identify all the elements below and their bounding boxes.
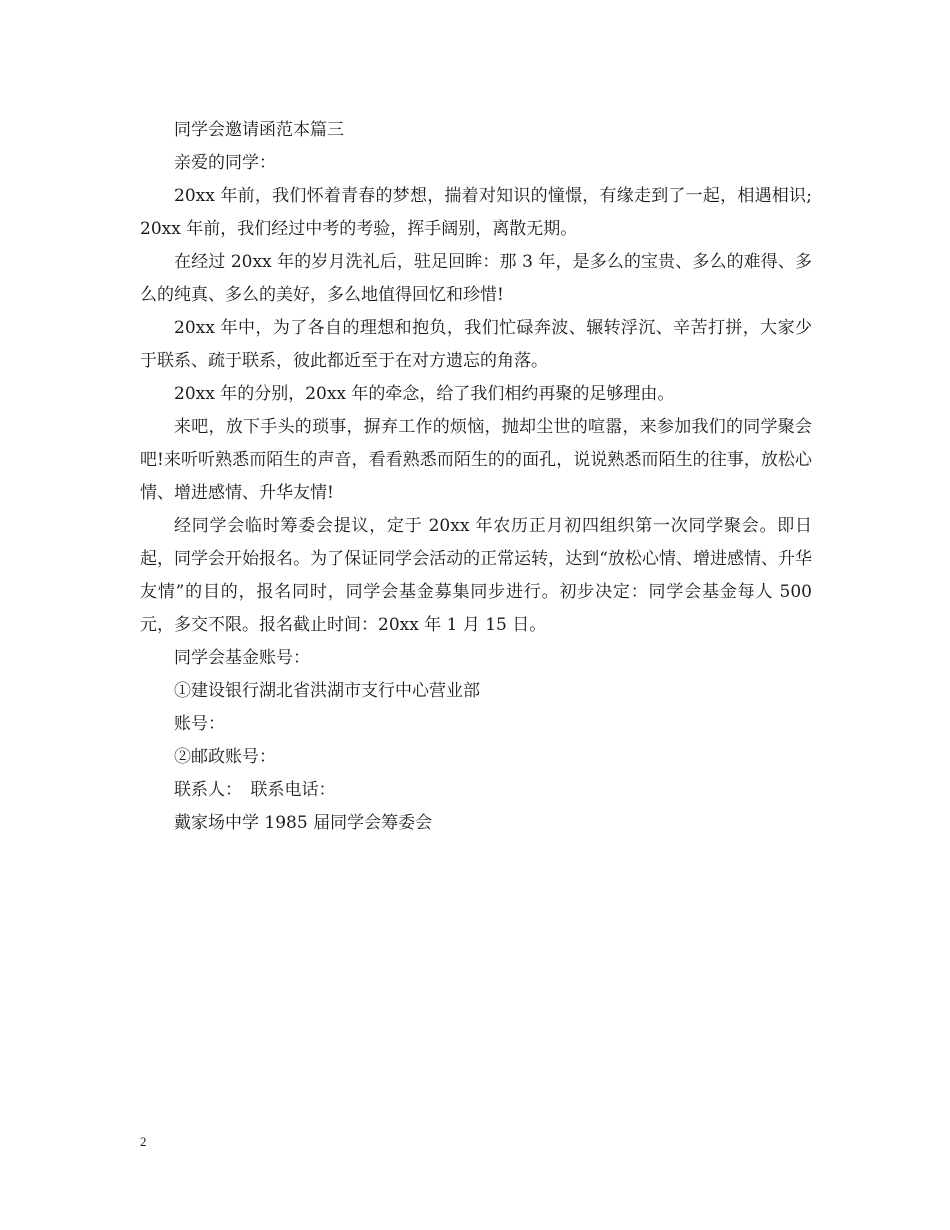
bank-name: ①建设银行湖北省洪湖市支行中心营业部 xyxy=(174,681,480,701)
account-heading: 同学会基金账号： xyxy=(174,648,310,668)
paragraph: 20xx 年的分别，20xx 年的牵念，给了我们相约再聚的足够理由。 xyxy=(174,384,675,404)
paragraph: 在经过 20xx 年的岁月洗礼后，驻足回眸：那 3 年，是多么的宝贵、多么的难得、多么的纯真、多么的美好，多么地值得回忆和珍惜! xyxy=(140,252,812,305)
paragraph: 20xx 年前，我们怀着青春的梦想，揣着对知识的憧憬，有缘走到了一起，相遇相识;20xx 年前，我们经过中考的考验，挥手阔别，离散无期。 xyxy=(140,186,812,239)
document-title: 同学会邀请函范本篇三 xyxy=(174,120,344,140)
postal-account-label: ②邮政账号： xyxy=(174,747,276,767)
paragraph: 经同学会临时筹委会提议，定于 20xx 年农历正月初四组织第一次同学聚会。即日起，同学会开始报名。为了保证同学会活动的正常运转，达到“放松心情、增进感情、升华友情”的目的，报名同时，同学会基金募集同步进行。初步决定：同学会基金每人 500 元，多交不限。报名截止时间：20xx 年 1 月 15 日。 xyxy=(140,516,812,635)
contact-line: 联系人： 联系电话： xyxy=(174,780,336,800)
paragraph: 来吧，放下手头的琐事，摒弃工作的烦恼，抛却尘世的喧嚣，来参加我们的同学聚会吧!来听听熟悉而陌生的声音，看看熟悉而陌生的的面孔，说说熟悉而陌生的往事，放松心情、增进感情、升华友情! xyxy=(140,417,812,503)
salutation: 亲爱的同学： xyxy=(174,153,276,173)
paragraph: 20xx 年中，为了各自的理想和抱负，我们忙碌奔波、辗转浮沉、辛苦打拼，大家少于联系、疏于联系，彼此都近至于在对方遗忘的角落。 xyxy=(140,318,812,371)
account-number-label: 账号： xyxy=(174,714,225,734)
document-body xyxy=(140,114,812,840)
signature-line: 戴家场中学 1985 届同学会筹委会 xyxy=(174,813,433,833)
page-number: 2 xyxy=(140,1134,147,1149)
